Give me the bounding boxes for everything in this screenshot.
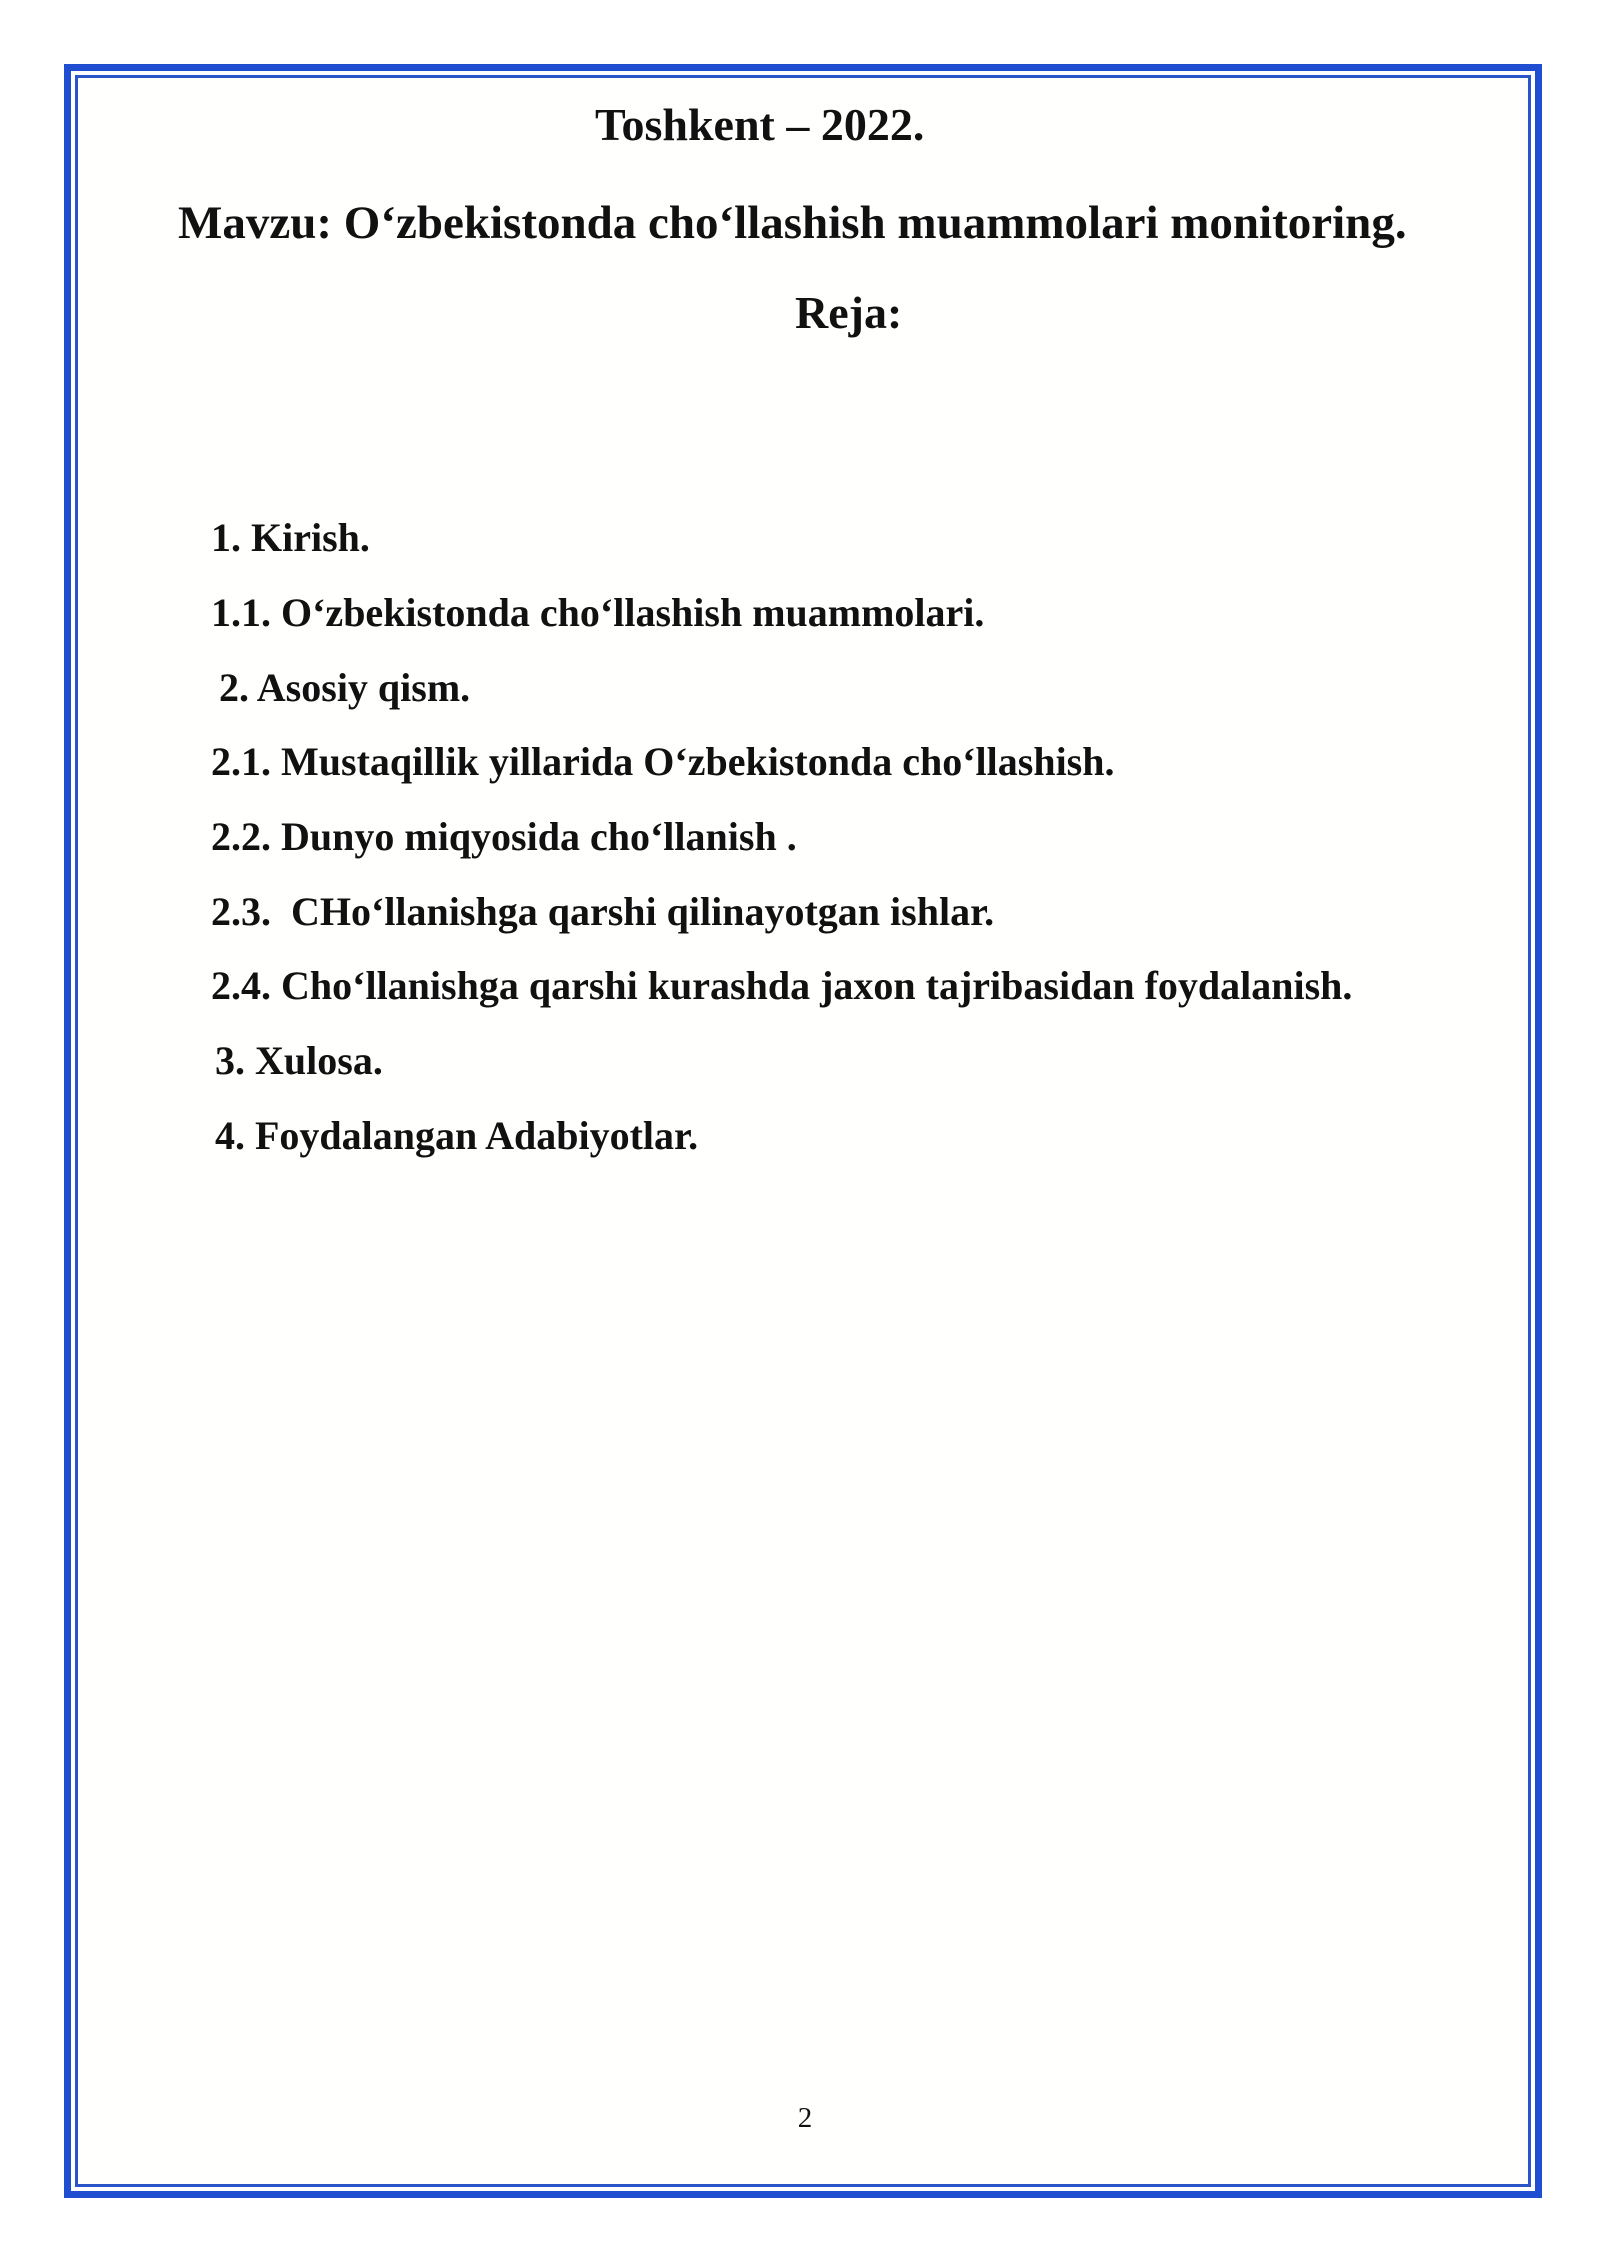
toc-item: 1. Kirish. xyxy=(211,515,370,560)
plan-heading: Reja: xyxy=(795,287,903,338)
toc-item: 2.3. CHo‘llanishga qarshi qilinayotgan ishlar. xyxy=(211,889,995,934)
toc-item: 2. Asosiy qism. xyxy=(219,665,471,710)
toc-item: 4. Foydalangan Adabiyotlar. xyxy=(215,1113,699,1158)
toc-item: 2.1. Mustaqillik yillarida O‘zbekistonda cho‘llashish. xyxy=(211,739,1115,784)
topic-title: Mavzu: O‘zbekistonda cho‘llashish muammolari monitoring. xyxy=(178,197,1407,249)
toc-item: 2.4. Cho‘llanishga qarshi kurashda jaxon tajribasidan foydalanish. xyxy=(211,963,1353,1008)
city-year-heading: Toshkent – 2022. xyxy=(595,99,925,150)
toc-item: 1.1. O‘zbekistonda cho‘llashish muammolari. xyxy=(211,590,985,635)
toc-item: 3. Xulosa. xyxy=(215,1038,383,1083)
page-number: 2 xyxy=(797,2102,813,2134)
toc-item: 2.2. Dunyo miqyosida cho‘llanish . xyxy=(211,814,797,859)
